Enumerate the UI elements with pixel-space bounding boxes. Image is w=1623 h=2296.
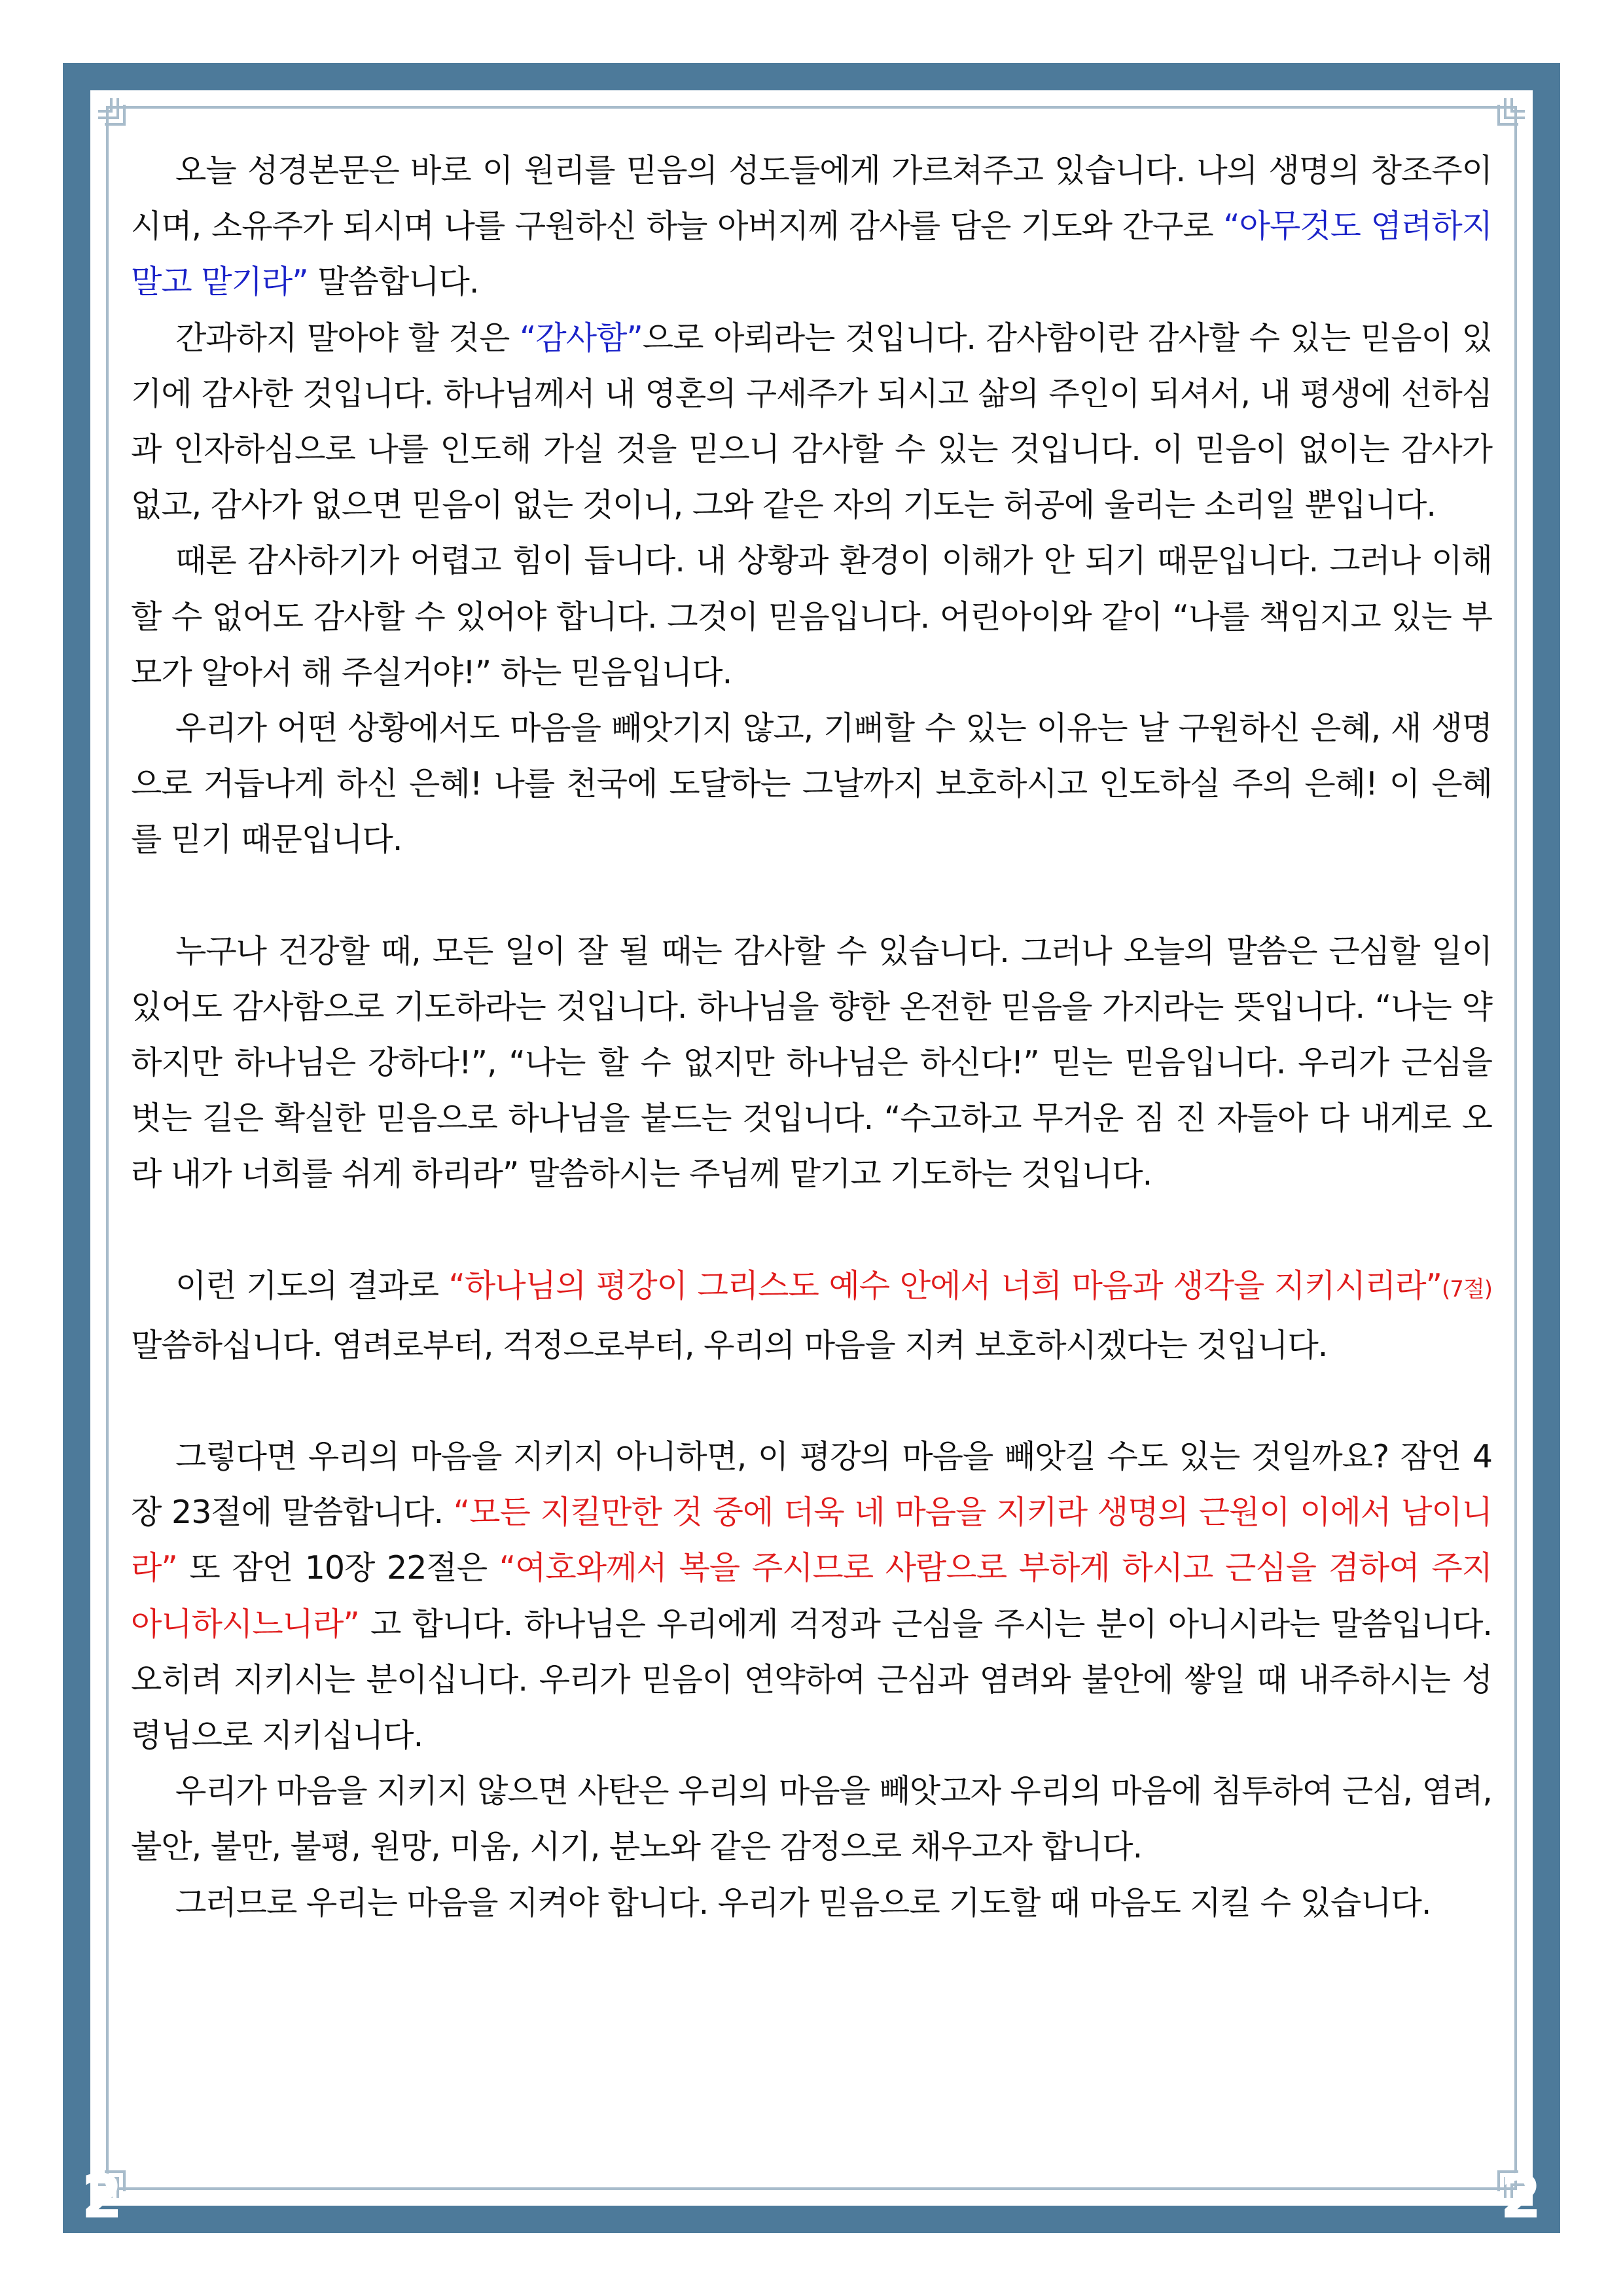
body-text: 때론 감사하기가 어렵고 힘이 듭니다. 내 상황과 환경이 이해가 안 되기 때문입니다. 그러나 이해할 수 없어도 감사할 수 있어야 합니다. 그것이 믿음입니다. 어린아이와 같이 “나를 책임지고 있는 부모가 알아서 해 주실거야!” 하는 믿음입니다.: [131, 542, 1492, 691]
scripture-quote: “하나님의 평강이 그리스도 예수 안에서 너희 마음과 생각을 지키시리라”: [448, 1266, 1442, 1304]
sermon-text: [131, 143, 1492, 1931]
paragraph: [131, 533, 1492, 700]
paragraph: [131, 310, 1492, 533]
body-text: 오늘 성경본문은 바로 이 원리를 믿음의 성도들에게 가르쳐주고 있습니다. 나의 생명의 창조주이시며, 소유주가 되시며 나를 구원하신 하늘 아버지께 감사를 담은 기도와 간구로: [131, 152, 1492, 245]
page-number-left: 2: [80, 2162, 123, 2232]
scripture-quote: “여호와께서 복을 주시므로 사람으로 부하게 하시고 근심을 겸하여 주지 아니하시느니라”: [131, 1549, 1492, 1643]
verse-reference: (7절): [1441, 1276, 1492, 1302]
body-text: 말씀합니다.: [308, 263, 479, 301]
paragraph: [131, 143, 1492, 310]
body-text: 고 합니다. 하나님은 우리에게 걱정과 근심을 주시는 분이 아니시라는 말씀입니다. 오히려 지키시는 분이십니다. 우리가 믿음이 연약하여 근심과 염려와 불안에 쌓일 때 내주하시는 성령님으로 지키십니다.: [131, 1605, 1492, 1755]
body-text: 말씀하십니다. 염려로부터, 걱정으로부터, 우리의 마음을 지켜 보호하시겠다는 것입니다.: [131, 1326, 1328, 1364]
paragraph: [131, 1763, 1492, 1874]
body-text: 간과하지 말아야 할 것은: [175, 319, 520, 357]
scripture-quote: “모든 지킬만한 것 중에 더욱 네 마음을 지키라 생명의 근원이 이에서 남이니라”: [131, 1494, 1492, 1587]
scripture-quote: “감사함”: [519, 319, 643, 357]
body-text: 누구나 건강할 때, 모든 일이 잘 될 때는 감사할 수 있습니다. 그러나 오늘의 말씀은 근심할 일이 있어도 감사함으로 기도하라는 것입니다. 하나님을 향한 온전한 믿음을 가지라는 뜻입니다. “나는 약하지만 하나님은 강하다!”, “나는 할 수 없지만 하나님은 하신다!” 믿는 믿음입니다. 우리가 근심을 벗는 길은 확실한 믿음으로 하나님을 붙드는 것입니다. “수고하고 무거운 짐 진 자들아 다 내게로 오라 내가 너희를 쉬게 하리라” 말씀하시는 주님께 맡기고 기도하는 것입니다.: [131, 932, 1492, 1193]
paragraph-gap: [131, 1373, 1492, 1429]
body-text: 또 잠언 10장 22절은: [177, 1549, 499, 1587]
paragraph: [131, 1258, 1492, 1373]
paragraph: [131, 1429, 1492, 1763]
paragraph: [131, 924, 1492, 1202]
body-text: 이런 기도의 결과로: [175, 1266, 449, 1304]
paragraph: [131, 700, 1492, 868]
page-number-right: 2: [1499, 2162, 1542, 2232]
paragraph-gap: [131, 1202, 1492, 1258]
body-text: 우리가 마음을 지키지 않으면 사탄은 우리의 마음을 빼앗고자 우리의 마음에 침투하여 근심, 염려, 불안, 불만, 불평, 원망, 미움, 시기, 분노와 같은 감정으로 채우고자 합니다.: [131, 1772, 1492, 1866]
paragraph: [131, 1875, 1492, 1931]
paragraph-gap: [131, 868, 1492, 924]
body-text: 으로 아뢰라는 것입니다. 감사함이란 감사할 수 있는 믿음이 있기에 감사한 것입니다. 하나님께서 내 영혼의 구세주가 되시고 삶의 주인이 되셔서, 내 평생에 선하심과 인자하심으로 나를 인도해 가실 것을 믿으니 감사할 수 있는 것입니다. 이 믿음이 없이는 감사가 없고, 감사가 없으면 믿음이 없는 것이니, 그와 같은 자의 기도는 허공에 울리는 소리일 뿐입니다.: [131, 319, 1492, 524]
scripture-quote: “아무것도 염려하지 말고 맡기라”: [131, 207, 1492, 301]
body-text: 우리가 어떤 상황에서도 마음을 빼앗기지 않고, 기뻐할 수 있는 이유는 날 구원하신 은혜, 새 생명으로 거듭나게 하신 은혜! 나를 천국에 도달하는 그날까지 보호하시고 인도하실 주의 은혜! 이 은혜를 믿기 때문입니다.: [131, 709, 1492, 859]
body-text: 그러므로 우리는 마음을 지켜야 합니다. 우리가 믿음으로 기도할 때 마음도 지킬 수 있습니다.: [175, 1884, 1431, 1922]
body-text: 그렇다면 우리의 마음을 지키지 아니하면, 이 평강의 마음을 빼앗길 수도 있는 것일까요? 잠언 4장 23절에 말씀합니다.: [131, 1438, 1492, 1532]
